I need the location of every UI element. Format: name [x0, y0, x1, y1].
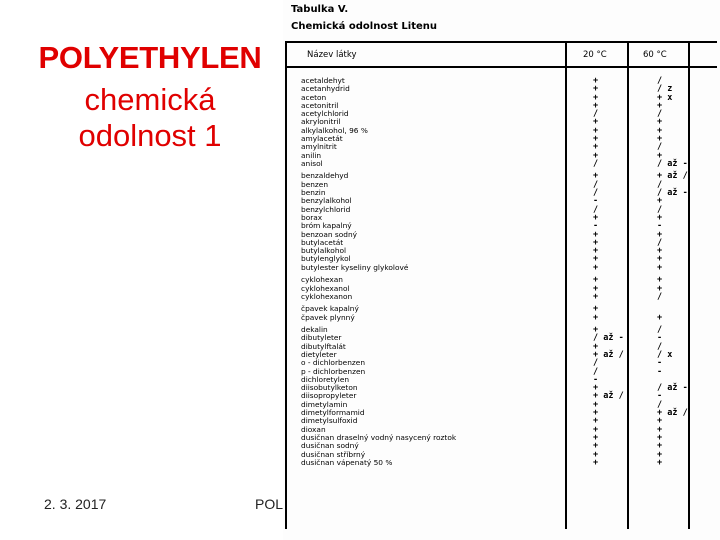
- resistance-20c: +: [593, 283, 599, 294]
- resistance-60c: / až -: [657, 383, 688, 394]
- resistance-60c: +: [657, 117, 663, 128]
- resistance-60c: +: [657, 457, 663, 468]
- resistance-20c: /: [593, 158, 599, 169]
- substance-name: acetonitril: [301, 100, 339, 110]
- substance-name: benzylalkohol: [301, 196, 352, 206]
- resistance-20c: +: [593, 171, 599, 182]
- substance-name: dibutylftalát: [301, 341, 346, 351]
- resistance-20c: +: [593, 100, 599, 111]
- resistance-20c: +: [593, 229, 599, 240]
- resistance-60c: +: [657, 283, 663, 294]
- substance-name: benzaldehyd: [301, 171, 349, 181]
- resistance-20c: + až /: [593, 349, 624, 360]
- slide-title-line-3: odolnost 1: [78, 118, 222, 153]
- resistance-20c: / až -: [593, 333, 624, 344]
- table-row: [301, 366, 719, 377]
- slide-title-line-2: chemická: [84, 82, 216, 117]
- substance-name: dioxan: [301, 424, 326, 434]
- substance-name: anilin: [301, 150, 322, 160]
- substance-name: butylacetát: [301, 237, 344, 247]
- resistance-60c: +: [657, 229, 663, 240]
- resistance-60c: + až /: [657, 171, 688, 182]
- resistance-20c: -: [593, 374, 599, 385]
- resistance-20c: +: [593, 383, 599, 394]
- resistance-20c: +: [593, 432, 599, 443]
- resistance-60c: -: [657, 221, 663, 232]
- substance-name: acetanhydrid: [301, 84, 350, 94]
- resistance-20c: +: [593, 237, 599, 248]
- table-left-rule: [285, 41, 287, 529]
- table-row: [301, 291, 719, 302]
- substance-name: benzen: [301, 179, 329, 189]
- resistance-60c: / z: [657, 84, 673, 95]
- resistance-20c: +: [593, 150, 599, 161]
- substance-name: butylester kyseliny glykolové: [301, 262, 409, 272]
- resistance-20c: +: [593, 117, 599, 128]
- resistance-60c: /: [657, 237, 663, 248]
- table-row: [301, 457, 719, 468]
- footer-text: POL: [255, 496, 284, 512]
- substance-name: p - dichlorbenzen: [301, 366, 366, 376]
- substance-name: aceton: [301, 92, 327, 102]
- substance-name: benzin: [301, 188, 326, 198]
- substance-name: dusičnan vápenatý 50 %: [301, 457, 393, 467]
- resistance-20c: +: [593, 325, 599, 336]
- resistance-20c: +: [593, 142, 599, 153]
- resistance-60c: +: [657, 196, 663, 207]
- resistance-60c: /: [657, 291, 663, 302]
- resistance-60c: +: [657, 424, 663, 435]
- substance-name: anisol: [301, 158, 323, 168]
- substance-name: cyklohexanon: [301, 291, 353, 301]
- resistance-60c: +: [657, 275, 663, 286]
- resistance-60c: /: [657, 179, 663, 190]
- resistance-20c: +: [593, 304, 599, 315]
- column-header-60c: 60 °C: [643, 50, 667, 60]
- substance-name: butylenglykol: [301, 254, 351, 264]
- substance-name: dietyleter: [301, 349, 337, 359]
- resistance-20c: +: [593, 441, 599, 452]
- substance-name: čpavek kapalný: [301, 304, 359, 314]
- substance-name: dekalin: [301, 325, 328, 335]
- substance-name: amylacetát: [301, 134, 343, 144]
- resistance-20c: +: [593, 312, 599, 323]
- substance-name: acetylchlorid: [301, 109, 349, 119]
- resistance-60c: -: [657, 391, 663, 402]
- resistance-60c: +: [657, 134, 663, 145]
- resistance-60c: +: [657, 312, 663, 323]
- substance-name: benzylchlorid: [301, 204, 351, 214]
- resistance-20c: +: [593, 291, 599, 302]
- resistance-60c: /: [657, 142, 663, 153]
- table-top-rule: [285, 41, 717, 43]
- resistance-20c: +: [593, 341, 599, 352]
- substance-name: akrylonitril: [301, 117, 341, 127]
- resistance-20c: /: [593, 188, 599, 199]
- resistance-60c: /: [657, 76, 663, 86]
- resistance-20c: +: [593, 399, 599, 410]
- resistance-20c: +: [593, 424, 599, 435]
- resistance-20c: +: [593, 125, 599, 136]
- resistance-20c: /: [593, 204, 599, 215]
- substance-name: dichloretylen: [301, 374, 350, 384]
- resistance-20c: +: [593, 262, 599, 273]
- slide-title-line-1: POLYETHYLEN: [38, 40, 262, 75]
- substance-name: dimetylamin: [301, 399, 348, 409]
- resistance-60c: /: [657, 325, 663, 336]
- resistance-60c: -: [657, 358, 663, 369]
- resistance-20c: /: [593, 109, 599, 120]
- column-header-name: Název látky: [307, 50, 357, 60]
- column-header-20c: 20 °C: [583, 50, 607, 60]
- resistance-20c: /: [593, 179, 599, 190]
- resistance-20c: +: [593, 416, 599, 427]
- substance-name: dusičnan draselný vodný nasycený roztok: [301, 432, 457, 442]
- resistance-60c: /: [657, 399, 663, 410]
- resistance-60c: +: [657, 254, 663, 265]
- substance-name: dusičnan stříbrný: [301, 449, 366, 459]
- substance-name: amylnitrit: [301, 142, 337, 152]
- resistance-20c: +: [593, 84, 599, 95]
- table-row: [301, 262, 719, 273]
- substance-name: dusičnan sodný: [301, 441, 359, 451]
- resistance-60c: + x: [657, 92, 673, 103]
- table-caption: Chemická odolnost Litenu: [291, 21, 438, 32]
- resistance-60c: / x: [657, 349, 673, 360]
- resistance-60c: / až -: [657, 188, 688, 199]
- table-header-rule: [285, 66, 717, 68]
- resistance-20c: +: [593, 408, 599, 419]
- resistance-20c: +: [593, 76, 599, 86]
- resistance-60c: /: [657, 341, 663, 352]
- substance-name: dibutyleter: [301, 333, 342, 343]
- resistance-20c: +: [593, 134, 599, 145]
- resistance-60c: -: [657, 333, 663, 344]
- footer-date: 2. 3. 2017: [44, 496, 107, 512]
- resistance-60c: -: [657, 366, 663, 377]
- substance-name: o - dichlorbenzen: [301, 358, 366, 368]
- resistance-60c: /: [657, 204, 663, 215]
- substance-name: diisopropyleter: [301, 391, 357, 401]
- resistance-60c: + až /: [657, 408, 688, 419]
- resistance-20c: +: [593, 92, 599, 103]
- resistance-60c: +: [657, 432, 663, 443]
- resistance-20c: +: [593, 212, 599, 223]
- resistance-60c: / až -: [657, 158, 688, 169]
- substance-name: dimetylsulfoxid: [301, 416, 358, 426]
- substance-name: čpavek plynný: [301, 312, 355, 322]
- substance-name: bróm kapalný: [301, 221, 352, 231]
- substance-name: diisobutylketon: [301, 383, 358, 393]
- substance-name: cyklohexan: [301, 275, 343, 285]
- resistance-20c: +: [593, 275, 599, 286]
- resistance-20c: +: [593, 457, 599, 468]
- resistance-60c: /: [657, 109, 663, 120]
- resistance-20c: +: [593, 254, 599, 265]
- substance-name: dimetylformamid: [301, 408, 365, 418]
- table-rows: [301, 78, 719, 468]
- scanned-table: [283, 0, 720, 540]
- substance-name: benzoan sodný: [301, 229, 358, 239]
- table-row: [301, 158, 719, 169]
- resistance-20c: -: [593, 196, 599, 207]
- resistance-20c: +: [593, 246, 599, 257]
- resistance-20c: /: [593, 366, 599, 377]
- resistance-60c: +: [657, 262, 663, 273]
- resistance-20c: -: [593, 221, 599, 232]
- resistance-60c: +: [657, 449, 663, 460]
- substance-name: alkylalkohol, 96 %: [301, 125, 368, 135]
- resistance-60c: +: [657, 125, 663, 136]
- resistance-60c: +: [657, 212, 663, 223]
- substance-name: acetaldehyt: [301, 76, 345, 85]
- resistance-60c: +: [657, 150, 663, 161]
- table-row: [301, 312, 719, 323]
- substance-name: butylalkohol: [301, 246, 347, 256]
- substance-name: borax: [301, 212, 323, 222]
- resistance-60c: +: [657, 100, 663, 111]
- table-label: Tabulka V.: [291, 4, 349, 15]
- resistance-60c: +: [657, 246, 663, 257]
- resistance-20c: + až /: [593, 391, 624, 402]
- resistance-60c: +: [657, 416, 663, 427]
- resistance-20c: +: [593, 449, 599, 460]
- substance-name: cyklohexanol: [301, 283, 350, 293]
- resistance-20c: /: [593, 358, 599, 369]
- resistance-60c: +: [657, 441, 663, 452]
